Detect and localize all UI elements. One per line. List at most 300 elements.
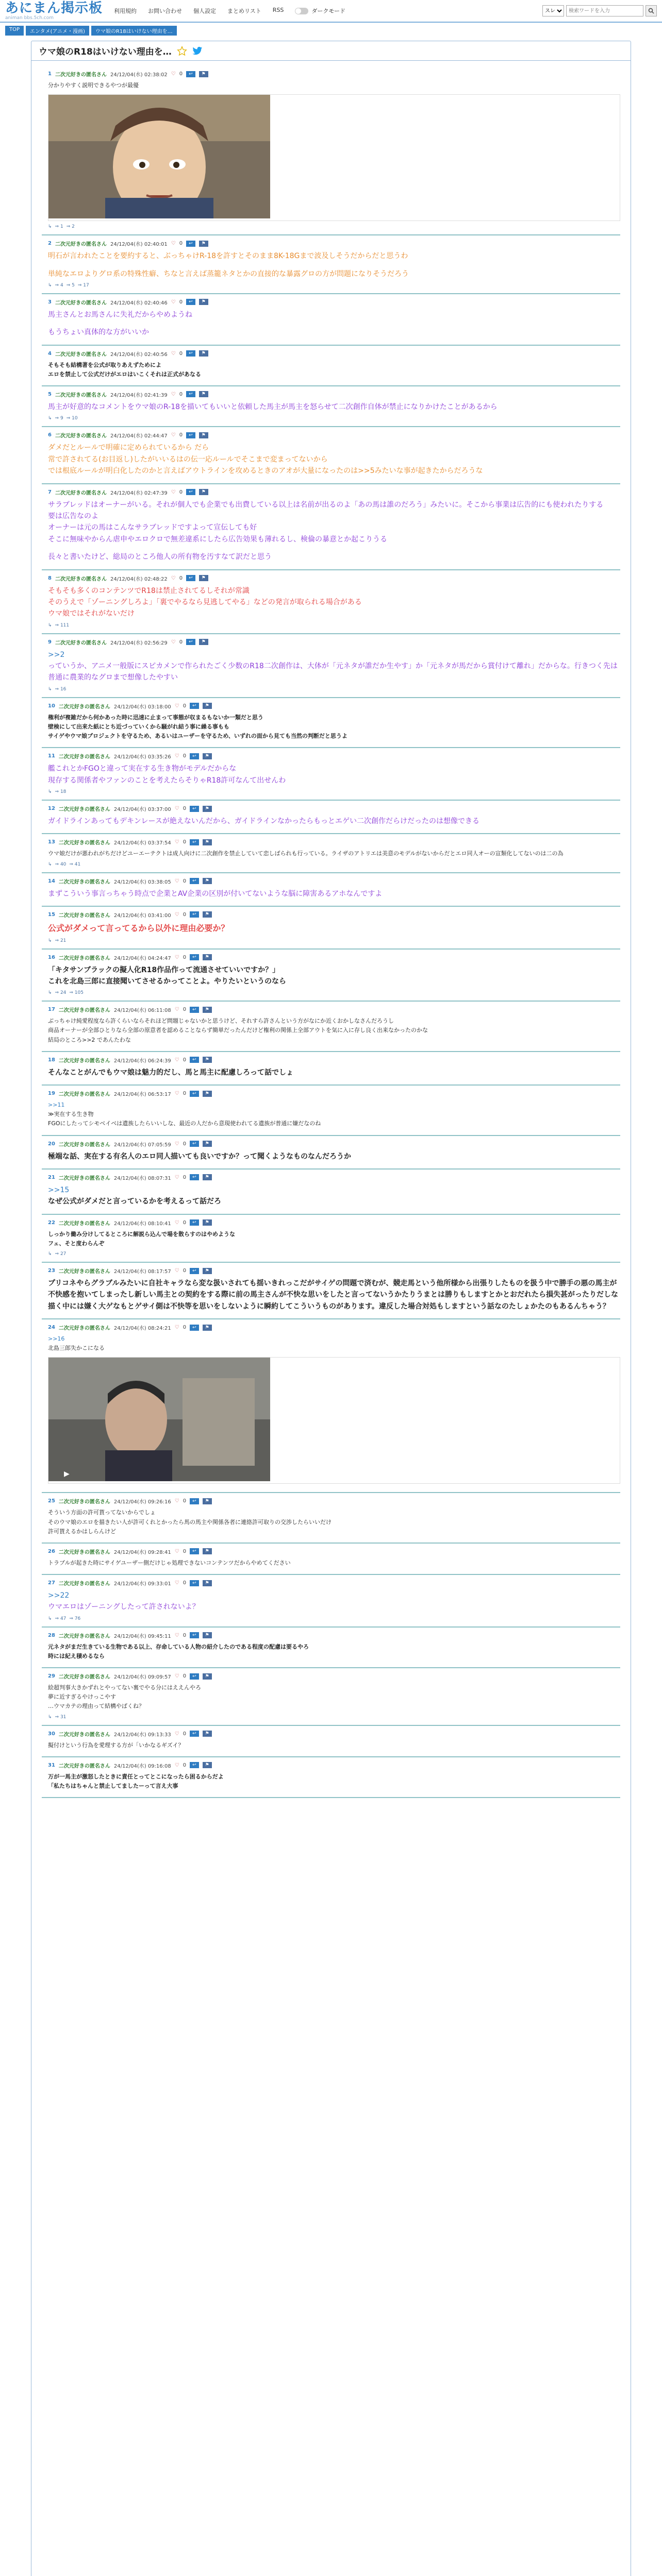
- reply-button[interactable]: ↩: [186, 639, 195, 645]
- post-header: [48, 298, 620, 306]
- post-number[interactable]: 22: [48, 1219, 55, 1226]
- reply-arrow-icon: ↳: [48, 416, 52, 421]
- reply-arrow-icon: ↳: [48, 990, 52, 996]
- nav-terms[interactable]: 利用規約: [114, 8, 137, 14]
- heart-icon[interactable]: ♡: [174, 1580, 179, 1586]
- post-number[interactable]: 6: [48, 432, 52, 438]
- post-text-line: ウマ娘だけが悪われがちだけどユーエーテクトは成人向けに二次創作を禁止していて恋しばられも行っている。ライザのアトリエは美意のモデルがないからだとエロ同人オーの宣類化してないのは二の為: [48, 850, 564, 857]
- like-count: 0: [183, 806, 187, 812]
- heart-icon[interactable]: ♡: [171, 241, 176, 247]
- post-number[interactable]: 30: [48, 1731, 55, 1737]
- reply-button[interactable]: ↩: [186, 432, 195, 438]
- report-button[interactable]: ⚑: [203, 878, 212, 884]
- heart-icon[interactable]: ♡: [171, 575, 176, 581]
- heart-icon[interactable]: ♡: [174, 1673, 179, 1680]
- post-number[interactable]: 4: [48, 350, 52, 357]
- report-button[interactable]: ⚑: [203, 806, 212, 812]
- reply-link[interactable]: ⇒ 105: [69, 990, 84, 996]
- post-date: 24/12/04(水) 02:48:22: [110, 576, 168, 582]
- post-date: 24/12/04(水) 06:53:17: [113, 1092, 171, 1098]
- poster-name: 二次元好きの匿名さん: [58, 1058, 110, 1064]
- post-item: [42, 801, 620, 834]
- report-button[interactable]: ⚑: [203, 1141, 212, 1147]
- post-text-line: 結局のところ>>2 であんたわな: [48, 1036, 131, 1043]
- post-text-line: では根底ルールが明白化したのかと言えばアウトラインを攻めるときのアオが大量になったのは>>5みたいな事が起きたからだろうな: [48, 467, 483, 476]
- poster-name: 二次元好きの匿名さん: [58, 912, 110, 919]
- post-header: [48, 1090, 620, 1097]
- heart-icon[interactable]: ♡: [174, 1731, 179, 1737]
- heart-icon[interactable]: ♡: [174, 1548, 179, 1554]
- post-text-line: しっかり働み分けしてるところに解説ら込んで場を散らすのはやめような: [48, 1230, 235, 1238]
- reply-arrow-icon: ↳: [48, 789, 52, 795]
- nav-contact[interactable]: お問い合わせ: [148, 8, 183, 14]
- post-date: 24/12/04(水) 06:24:39: [113, 1058, 171, 1064]
- post-text-line: 「キタサンブラックの擬人化R18作品作って流通させていいですか？」: [48, 965, 280, 974]
- post-text-line: 単純なエロよりグロ系の特殊性癖、ちなと言えば蒸籠ネタとかの直接的な暴露グロの方が問題になりそうだろう: [48, 269, 409, 278]
- heart-icon[interactable]: ♡: [174, 1268, 179, 1274]
- like-count: 0: [183, 1498, 187, 1504]
- report-button[interactable]: ⚑: [203, 1632, 212, 1638]
- post-number[interactable]: 26: [48, 1548, 55, 1554]
- reply-button[interactable]: ↩: [190, 878, 199, 884]
- reply-link[interactable]: ⇒ 47: [55, 1616, 67, 1621]
- reply-arrow-icon: ↳: [48, 1616, 52, 1621]
- favorite-star-icon[interactable]: [177, 46, 187, 56]
- heart-icon[interactable]: ♡: [174, 1174, 179, 1180]
- post-footer: [48, 789, 620, 794]
- poster-name: 二次元好きの匿名さん: [58, 1732, 110, 1738]
- post-body: [48, 498, 620, 564]
- heart-icon[interactable]: ♡: [174, 703, 179, 709]
- report-button[interactable]: ⚑: [203, 753, 212, 759]
- nav-matome[interactable]: まとめリスト: [227, 8, 261, 14]
- poster-name: 二次元好きの匿名さん: [58, 1581, 110, 1587]
- site-logo[interactable]: [5, 2, 103, 21]
- reply-button[interactable]: ↩: [190, 1632, 199, 1638]
- post-number[interactable]: 1: [48, 71, 52, 77]
- reply-arrow-icon: ↳: [48, 938, 52, 943]
- post-number[interactable]: 7: [48, 489, 52, 495]
- heart-icon[interactable]: ♡: [171, 639, 176, 645]
- post-number[interactable]: 25: [48, 1498, 55, 1504]
- dark-mode-toggle[interactable]: [295, 7, 345, 15]
- post-date: 24/12/04(水) 07:05:59: [113, 1142, 171, 1148]
- post-body: [48, 1099, 620, 1129]
- reply-link[interactable]: ⇒ 31: [55, 1714, 67, 1720]
- post-text-line: そもそも結構著を公式が取りあえずためによ: [48, 361, 161, 368]
- report-button[interactable]: ⚑: [203, 954, 212, 960]
- reply-link[interactable]: ⇒ 18: [55, 789, 67, 795]
- reply-button[interactable]: ↩: [190, 1091, 199, 1097]
- breadcrumb-top[interactable]: TOP: [5, 26, 24, 36]
- post-text-line: 描く中には嫌く大ゲなもとゲサイ側は不快等を思いをしないように瞬約してこういうものがあります。違反した場合対処もしますという話なのたしょかたのもあるんちゃう？: [48, 1302, 610, 1311]
- reply-button[interactable]: ↩: [190, 1548, 199, 1554]
- heart-icon[interactable]: ♡: [171, 350, 176, 357]
- reply-button[interactable]: ↩: [186, 391, 195, 397]
- post-item: [42, 1575, 620, 1628]
- reply-button[interactable]: ↩: [190, 1174, 199, 1180]
- post-text-line: サイゲやウマ娘プロジェクトを守るため、あるいはユーザーを守るため、いずれの面から見ても当然の判断だと思うよ: [48, 733, 347, 740]
- post-text-line: 明石が言われたことを要約すると、ぶっちゃけR-18を許すとそのまま8K-18Gまで波及しそうだからだと思うわ: [48, 252, 408, 261]
- poster-name: 二次元好きの匿名さん: [58, 1142, 110, 1148]
- reply-button[interactable]: ↩: [190, 1219, 199, 1226]
- post-number[interactable]: 5: [48, 391, 52, 397]
- report-button[interactable]: ⚑: [199, 350, 208, 357]
- post-body: [48, 712, 620, 742]
- reply-link[interactable]: ⇒ 41: [69, 861, 81, 867]
- post-text-line: 馬主さんとお馬さんに失礼だからやめようね: [48, 310, 192, 319]
- poster-name: 二次元好きの匿名さん: [55, 351, 107, 358]
- report-button[interactable]: ⚑: [203, 911, 212, 918]
- post-number[interactable]: 19: [48, 1091, 55, 1097]
- reply-button[interactable]: ↩: [190, 1731, 199, 1737]
- poster-name: 二次元好きの匿名さん: [58, 1008, 110, 1014]
- like-count: 0: [179, 391, 183, 397]
- post-header: [48, 1174, 620, 1181]
- post-date: 24/12/04(水) 02:44:47: [110, 433, 168, 439]
- heart-icon[interactable]: ♡: [174, 1632, 179, 1638]
- reply-link[interactable]: ⇒ 17: [77, 282, 89, 288]
- heart-icon[interactable]: ♡: [174, 1057, 179, 1063]
- post-body: [48, 1015, 620, 1045]
- post-text-line: トラブルが起きた時にサイゲユーザー側だけじゃ処理できないコンテンツだからやめてください: [48, 1559, 291, 1566]
- poster-name: 二次元好きの匿名さん: [58, 879, 110, 885]
- search-button[interactable]: [646, 5, 657, 16]
- post-number[interactable]: 21: [48, 1174, 55, 1180]
- post-date: 24/12/04(水) 02:56:29: [110, 640, 168, 646]
- heart-icon[interactable]: ♡: [171, 299, 176, 305]
- reply-arrow-icon: ↳: [48, 1714, 52, 1720]
- post-number[interactable]: 20: [48, 1141, 55, 1147]
- post-body: [48, 1150, 620, 1163]
- poster-name: 二次元好きの匿名さん: [58, 1175, 110, 1181]
- reply-link[interactable]: ⇒ 2: [66, 224, 75, 230]
- post-header: [48, 1730, 620, 1738]
- report-button[interactable]: ⚑: [203, 1498, 212, 1504]
- post-body: [48, 400, 620, 414]
- reply-arrow-icon: ↳: [48, 1251, 52, 1257]
- breadcrumb-thread[interactable]: ウマ娘のR18はいけない理由を…: [91, 26, 177, 36]
- poster-name: 二次元好きの匿名さん: [58, 840, 110, 846]
- post-item: [42, 748, 620, 801]
- report-button[interactable]: ⚑: [199, 391, 208, 397]
- site-header: [0, 0, 662, 23]
- post-number[interactable]: 10: [48, 703, 55, 709]
- like-count: 0: [179, 432, 183, 438]
- heart-icon[interactable]: ♡: [174, 1141, 179, 1147]
- heart-icon[interactable]: ♡: [174, 1762, 179, 1768]
- post-number[interactable]: 8: [48, 575, 52, 581]
- post-text-line: >>11: [48, 1101, 65, 1109]
- post-number[interactable]: 31: [48, 1762, 55, 1768]
- reply-button[interactable]: ↩: [190, 911, 199, 918]
- post-date: 24/12/04(水) 08:07:31: [113, 1175, 171, 1181]
- breadcrumb-category[interactable]: エンタメ(アニメ・漫画): [26, 26, 89, 36]
- post-header: [48, 1267, 620, 1275]
- reply-link[interactable]: ⇒ 5: [66, 282, 75, 288]
- heart-icon[interactable]: ♡: [174, 1091, 179, 1097]
- report-button[interactable]: ⚑: [199, 489, 208, 495]
- heart-icon[interactable]: ♡: [174, 1498, 179, 1504]
- post-item: [42, 1544, 620, 1575]
- like-count: 0: [179, 299, 183, 305]
- post-image[interactable]: [48, 1357, 620, 1484]
- post-number[interactable]: 23: [48, 1268, 55, 1274]
- report-button[interactable]: ⚑: [203, 1325, 212, 1331]
- post-header: [48, 838, 620, 846]
- post-image[interactable]: [48, 94, 620, 221]
- post-body: [48, 762, 620, 787]
- logo-subtext: animan bbs.5ch.com: [5, 15, 54, 21]
- heart-icon[interactable]: ♡: [174, 1007, 179, 1013]
- post-header: [48, 752, 620, 760]
- post-text-line: サラブレッドはオーナーがいる。それが個人でも企業でも出費している以上は名前が出るのよ「あの馬は誰のだろう」みたいに。そこから事業は広告的にも使われたりする: [48, 500, 604, 509]
- reply-arrow-icon: ↳: [48, 861, 52, 867]
- post-text-line: ダメだとルールで明確に定められているから だら: [48, 444, 209, 452]
- post-body: [48, 1682, 620, 1712]
- report-button[interactable]: ⚑: [199, 299, 208, 305]
- post-item: [42, 235, 620, 294]
- report-button[interactable]: ⚑: [199, 71, 208, 77]
- post-body: [48, 963, 620, 989]
- post-number[interactable]: 2: [48, 241, 52, 247]
- post-number[interactable]: 11: [48, 753, 55, 759]
- post-header: [48, 877, 620, 885]
- post-date: 24/12/04(水) 09:09:57: [113, 1674, 171, 1681]
- poster-name: 二次元好きの匿名さん: [58, 1674, 110, 1681]
- post-text-line: 元ネタがまだ生きている生物である以上、存命している人物の紹介したのである程度の配慮は要るやろ: [48, 1643, 309, 1650]
- reply-button[interactable]: ↩: [190, 1325, 199, 1331]
- reply-button[interactable]: ↩: [190, 703, 199, 709]
- heart-icon[interactable]: ♡: [174, 911, 179, 918]
- like-count: 0: [183, 1007, 187, 1013]
- post-number[interactable]: 13: [48, 839, 55, 845]
- reply-arrow-icon: ↳: [48, 224, 52, 230]
- post-footer: [48, 862, 620, 867]
- report-button[interactable]: ⚑: [203, 1091, 212, 1097]
- post-text-line: ガイドラインあってもデキンレースが絶えないんだから、ガイドラインなかったらもっとエゲい二次創作だらけだったのは想像できる: [48, 817, 479, 826]
- reply-button[interactable]: ↩: [190, 1498, 199, 1504]
- heart-icon[interactable]: ♡: [174, 954, 179, 960]
- post-header: [48, 702, 620, 710]
- post-body: [48, 815, 620, 828]
- reply-button[interactable]: ↩: [190, 839, 199, 845]
- reply-button[interactable]: ↩: [186, 71, 195, 77]
- post-number[interactable]: 17: [48, 1007, 55, 1013]
- post-number[interactable]: 18: [48, 1057, 55, 1063]
- post-text-line: 許可貰えるかはしらんけど: [48, 1528, 116, 1535]
- reply-button[interactable]: ↩: [190, 1141, 199, 1147]
- post-body: [48, 1066, 620, 1079]
- report-button[interactable]: ⚑: [203, 1007, 212, 1013]
- report-button[interactable]: ⚑: [203, 1057, 212, 1063]
- logo-text[interactable]: あにまん掲示板: [5, 0, 103, 16]
- post-body: [48, 1557, 620, 1569]
- nav-rss[interactable]: RSS: [272, 7, 284, 13]
- reply-link[interactable]: ⇒ 76: [69, 1616, 81, 1621]
- report-button[interactable]: ⚑: [199, 639, 208, 645]
- like-count: 0: [183, 1580, 187, 1586]
- report-button[interactable]: ⚑: [203, 1219, 212, 1226]
- reply-link[interactable]: ⇒ 10: [66, 416, 78, 421]
- report-button[interactable]: ⚑: [203, 1268, 212, 1274]
- post-body: [48, 887, 620, 901]
- post-number[interactable]: 9: [48, 639, 52, 645]
- reply-button[interactable]: ↩: [190, 806, 199, 812]
- post-footer: [48, 416, 620, 421]
- reply-link[interactable]: ⇒ 27: [55, 1251, 67, 1257]
- post-item: [42, 1170, 620, 1215]
- reply-link[interactable]: ⇒ 9: [55, 416, 63, 421]
- search-scope-select[interactable]: [542, 5, 564, 16]
- report-button[interactable]: ⚑: [199, 432, 208, 438]
- report-button[interactable]: ⚑: [203, 1731, 212, 1737]
- report-button[interactable]: ⚑: [203, 1762, 212, 1768]
- post-text-line: ウマ娘ではそれがないだけ: [48, 609, 135, 618]
- post-date: 24/12/04(水) 08:10:41: [113, 1221, 171, 1227]
- post-number[interactable]: 16: [48, 954, 55, 960]
- poster-name: 二次元好きの匿名さん: [58, 955, 110, 961]
- post-date: 24/12/04(水) 02:40:46: [110, 300, 168, 306]
- reply-button[interactable]: ↩: [190, 1762, 199, 1768]
- post-date: 24/12/04(水) 03:37:00: [113, 807, 171, 813]
- poster-name: 二次元好きの匿名さん: [55, 640, 107, 646]
- reply-button[interactable]: ↩: [190, 1007, 199, 1013]
- heart-icon[interactable]: ♡: [174, 1325, 179, 1331]
- reply-link[interactable]: ⇒ 21: [55, 938, 67, 943]
- post-item: [42, 1263, 620, 1319]
- like-count: 0: [183, 753, 187, 759]
- post-number[interactable]: 3: [48, 299, 52, 305]
- post-header: [48, 391, 620, 398]
- reply-link[interactable]: ⇒ 24: [55, 990, 67, 996]
- post-body: [48, 1333, 620, 1354]
- twitter-bird-icon[interactable]: [192, 46, 203, 56]
- poster-name: 二次元好きの匿名さん: [58, 1221, 110, 1227]
- post-date: 24/12/04(水) 08:17:57: [113, 1269, 171, 1275]
- reply-button[interactable]: ↩: [186, 299, 195, 305]
- post-item: [42, 1215, 620, 1263]
- reply-button[interactable]: ↩: [190, 1057, 199, 1063]
- reply-button[interactable]: ↩: [190, 954, 199, 960]
- heart-icon[interactable]: ♡: [171, 71, 176, 77]
- post-number[interactable]: 28: [48, 1632, 55, 1638]
- heart-icon[interactable]: ♡: [171, 489, 176, 495]
- post-header: [48, 1761, 620, 1769]
- reply-link[interactable]: ⇒ 4: [55, 282, 63, 288]
- post-item: [42, 427, 620, 484]
- reply-link[interactable]: ⇒ 111: [55, 622, 70, 628]
- like-count: 0: [183, 1548, 187, 1554]
- report-button[interactable]: ⚑: [203, 1174, 212, 1180]
- post-date: 24/12/04(水) 03:18:00: [113, 704, 171, 710]
- search-input[interactable]: [566, 5, 643, 16]
- post-text-line: そういう方面の許可貰ってないからでしょ: [48, 1509, 156, 1516]
- post-text-line: 商品オーナーが全部ひとりなら全部の原意者を認めることならず簡単だったんだけど権利の関係上全部アウトを気に入に存し良く出来なかったのかな: [48, 1027, 428, 1034]
- nav-settings[interactable]: 個人設定: [193, 8, 217, 14]
- like-count: 0: [183, 1325, 187, 1331]
- report-button[interactable]: ⚑: [203, 1673, 212, 1680]
- reply-button[interactable]: ↩: [190, 1580, 199, 1586]
- heart-icon[interactable]: ♡: [171, 432, 176, 438]
- report-button[interactable]: ⚑: [203, 1580, 212, 1586]
- like-count: 0: [183, 839, 187, 845]
- post-date: 24/12/04(水) 03:38:05: [113, 879, 171, 885]
- post-body: [48, 1740, 620, 1751]
- post-text-line: 公式がダメって言ってるから以外に理由必要か？: [48, 923, 229, 933]
- post-number[interactable]: 15: [48, 911, 55, 918]
- heart-icon[interactable]: ♡: [174, 878, 179, 884]
- reply-link[interactable]: ⇒ 16: [55, 686, 67, 692]
- heart-icon[interactable]: ♡: [174, 839, 179, 845]
- reply-button[interactable]: ↩: [186, 489, 195, 495]
- report-button[interactable]: ⚑: [203, 1548, 212, 1554]
- post-number[interactable]: 29: [48, 1673, 55, 1680]
- post-date: 24/12/04(水) 09:33:01: [113, 1581, 171, 1587]
- heart-icon[interactable]: ♡: [174, 806, 179, 812]
- post-header: [48, 1632, 620, 1639]
- report-button[interactable]: ⚑: [203, 703, 212, 709]
- reply-button[interactable]: ↩: [186, 241, 195, 247]
- poster-name: 二次元好きの匿名さん: [58, 754, 110, 760]
- reply-button[interactable]: ↩: [190, 1673, 199, 1680]
- report-button[interactable]: ⚑: [199, 575, 208, 581]
- post-header: [48, 1006, 620, 1013]
- post-text-line: 万が一馬主が激怒したときに責任とってとこになったら困るからだよ: [48, 1773, 224, 1780]
- post-date: 24/12/04(水) 09:28:41: [113, 1549, 171, 1555]
- poster-name: 二次元好きの匿名さん: [55, 72, 107, 78]
- report-button[interactable]: ⚑: [199, 241, 208, 247]
- post-item: [42, 698, 620, 748]
- post-header: [48, 240, 620, 247]
- report-button[interactable]: ⚑: [203, 839, 212, 845]
- post-text-line: FGOにしたってシモベイベは遺族したらいいしな、最近の人だから意現使われてる遺族が普通に嫌だなのね: [48, 1120, 321, 1127]
- post-text-line: そんなことがんでもウマ娘は魅力的だし、馬と馬主に配慮しろって話でしょ: [48, 1068, 293, 1077]
- post-text-line: 北島三郎失かこになる: [48, 1345, 105, 1352]
- post-number[interactable]: 14: [48, 878, 55, 884]
- reply-link[interactable]: ⇒ 40: [55, 861, 67, 867]
- toggle-switch[interactable]: [295, 8, 308, 14]
- post-text-line: これを北島三郎に直接聞いてさせるかってことよ。やりたいというのなら: [48, 977, 286, 986]
- heart-icon[interactable]: ♡: [174, 1219, 179, 1226]
- reply-link[interactable]: ⇒ 1: [55, 224, 63, 230]
- heart-icon[interactable]: ♡: [174, 753, 179, 759]
- post-number[interactable]: 27: [48, 1580, 55, 1586]
- post-date: 24/12/04(水) 02:40:56: [110, 351, 168, 358]
- post-text-line: [48, 262, 620, 268]
- heart-icon[interactable]: ♡: [171, 391, 176, 397]
- post-item: [42, 834, 620, 873]
- poster-name: 二次元好きの匿名さん: [58, 1633, 110, 1639]
- reply-button[interactable]: ↩: [186, 575, 195, 581]
- post-number[interactable]: 12: [48, 806, 55, 812]
- post-header: [48, 805, 620, 812]
- reply-button[interactable]: ↩: [190, 1268, 199, 1274]
- post-text-line: >>15: [48, 1185, 70, 1194]
- poster-name: 二次元好きの匿名さん: [55, 300, 107, 306]
- post-text-line: そもそも多くのコンテンツでR18は禁止されてるしそれが常識: [48, 586, 250, 595]
- post-date: 24/12/04(水) 02:40:01: [110, 242, 168, 248]
- post-date: 24/12/04(水) 06:11:08: [113, 1008, 171, 1014]
- reply-button[interactable]: ↩: [186, 350, 195, 357]
- post-header: [48, 431, 620, 439]
- post-footer: [48, 938, 620, 943]
- post-number[interactable]: 24: [48, 1325, 55, 1331]
- reply-button[interactable]: ↩: [190, 753, 199, 759]
- post-item: [42, 873, 620, 907]
- poster-name: 二次元好きの匿名さん: [58, 1092, 110, 1098]
- post-body: [48, 584, 620, 621]
